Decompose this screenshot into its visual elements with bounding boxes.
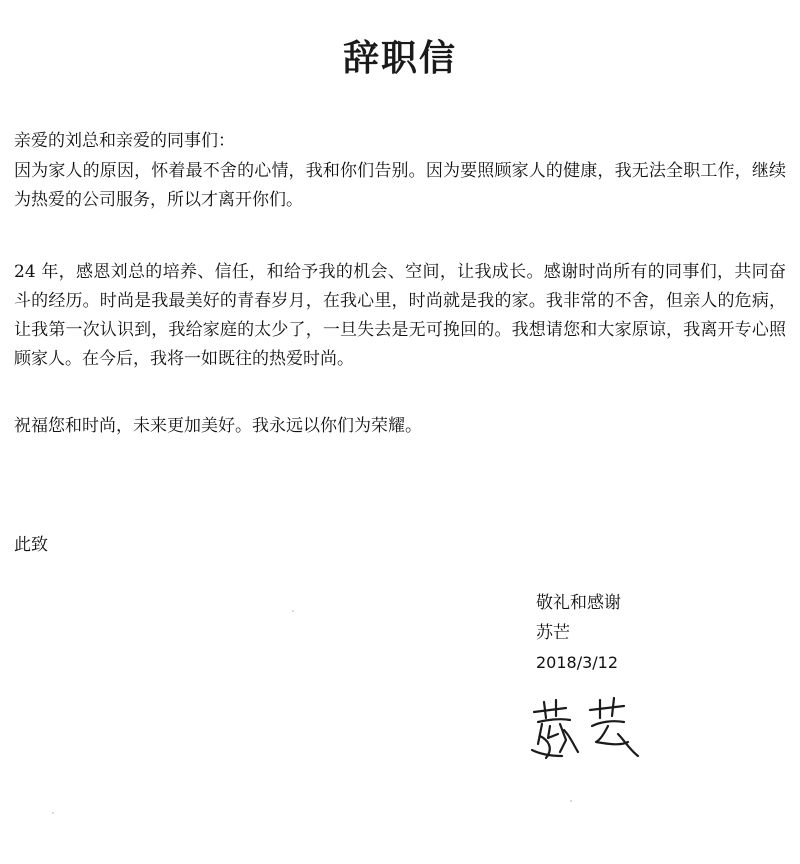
- paragraph-3: 祝福您和时尚，未来更加美好。我永远以你们为荣耀。: [14, 416, 422, 436]
- paragraph-2: 24 年，感恩刘总的培养、信任，和给予我的机会、空间，让我成长。感谢时尚所有的同事们，共同奋斗的经历。时尚是我最美好的青春岁月，在我心里，时尚就是我的家。我非常的不舍，但亲人的危病，让我第一次认识到，我给家庭的太少了，一旦失去是无可挽回的。我想请您和大家原谅，我离开专心照顾家人。在今后，我将一如既往的热爱时尚。: [14, 262, 786, 369]
- scan-speck: [570, 800, 572, 802]
- handwritten-signature: [520, 690, 650, 770]
- scan-speck: [52, 812, 54, 814]
- sender-name: 苏芒: [536, 623, 570, 643]
- paragraph-1: 因为家人的原因，怀着最不舍的心情，我和你们告别。因为要照顾家人的健康，我无法全职工作，继续为热爱的公司服务，所以才离开你们。: [14, 161, 786, 210]
- closing: 此致: [14, 535, 48, 555]
- regards-line: 敬礼和感谢: [536, 593, 621, 613]
- letter-title: 辞职信: [342, 38, 457, 79]
- signature-block: [536, 588, 621, 678]
- letter-date: 2018/3/12: [536, 653, 619, 672]
- salutation: 亲爱的刘总和亲爱的同事们：: [14, 131, 235, 151]
- scan-speck: [292, 610, 294, 612]
